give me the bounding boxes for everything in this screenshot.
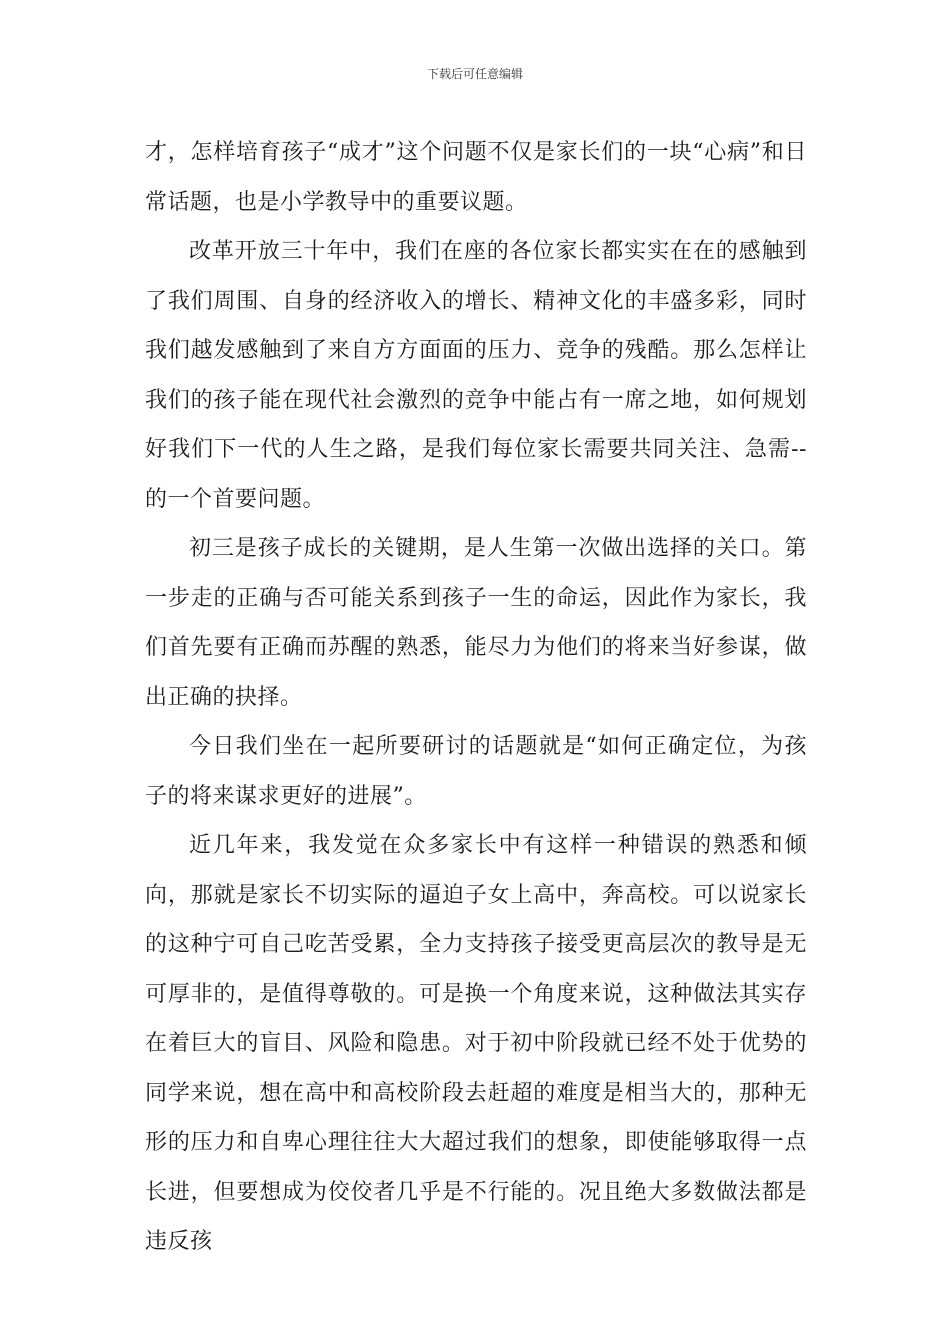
paragraph: 改革开放三十年中，我们在座的各位家长都实实在在的感触到了我们周围、自身的经济收入的增长、精神文化的丰盛多彩，同时我们越发感触到了来自方方面面的压力、竞争的残酷。那么怎样让我们的孩子能在现代社会激烈的竞争中能占有一席之地，如何规划好我们下一代的人生之路，是我们每位家长需要共同关注、急需--的一个首要问题。 [145, 239, 807, 512]
paragraph: 近几年来，我发觉在众多家长中有这样一种错误的熟悉和倾向，那就是家长不切实际的逼迫子女上高中，奔高校。可以说家长的这种宁可自己吃苦受累，全力支持孩子接受更高层次的教导是无可厚非的，是值得尊敬的。可是换一个角度来说，这种做法其实存在着巨大的盲目、风险和隐患。对于初中阶段就已经不处于优势的同学来说，想在高中和高校阶段去赶超的难度是相当大的，那种无形的压力和自卑心理往往大大超过我们的想象，即使能够取得一点长进，但要想成为佼佼者几乎是不行能的。况且绝大多数做法都是违反孩 [145, 833, 807, 1254]
paragraph: 初三是孩子成长的关键期，是人生第一次做出选择的关口。第一步走的正确与否可能关系到孩子一生的命运，因此作为家长，我们首先要有正确而苏醒的熟悉，能尽力为他们的将来当好参谋，做出正确的抉择。 [145, 536, 807, 710]
document-body [145, 128, 807, 1267]
page-header: 下载后可任意编辑 [426, 67, 523, 81]
paragraph: 今日我们坐在一起所要研讨的话题就是“如何正确定位，为孩子的将来谋求更好的进展”。 [145, 734, 807, 809]
paragraph-continued: 才，怎样培育孩子“成才”这个问题不仅是家长们的一块“心病”和日常话题，也是小学教导中的重要议题。 [145, 140, 807, 215]
